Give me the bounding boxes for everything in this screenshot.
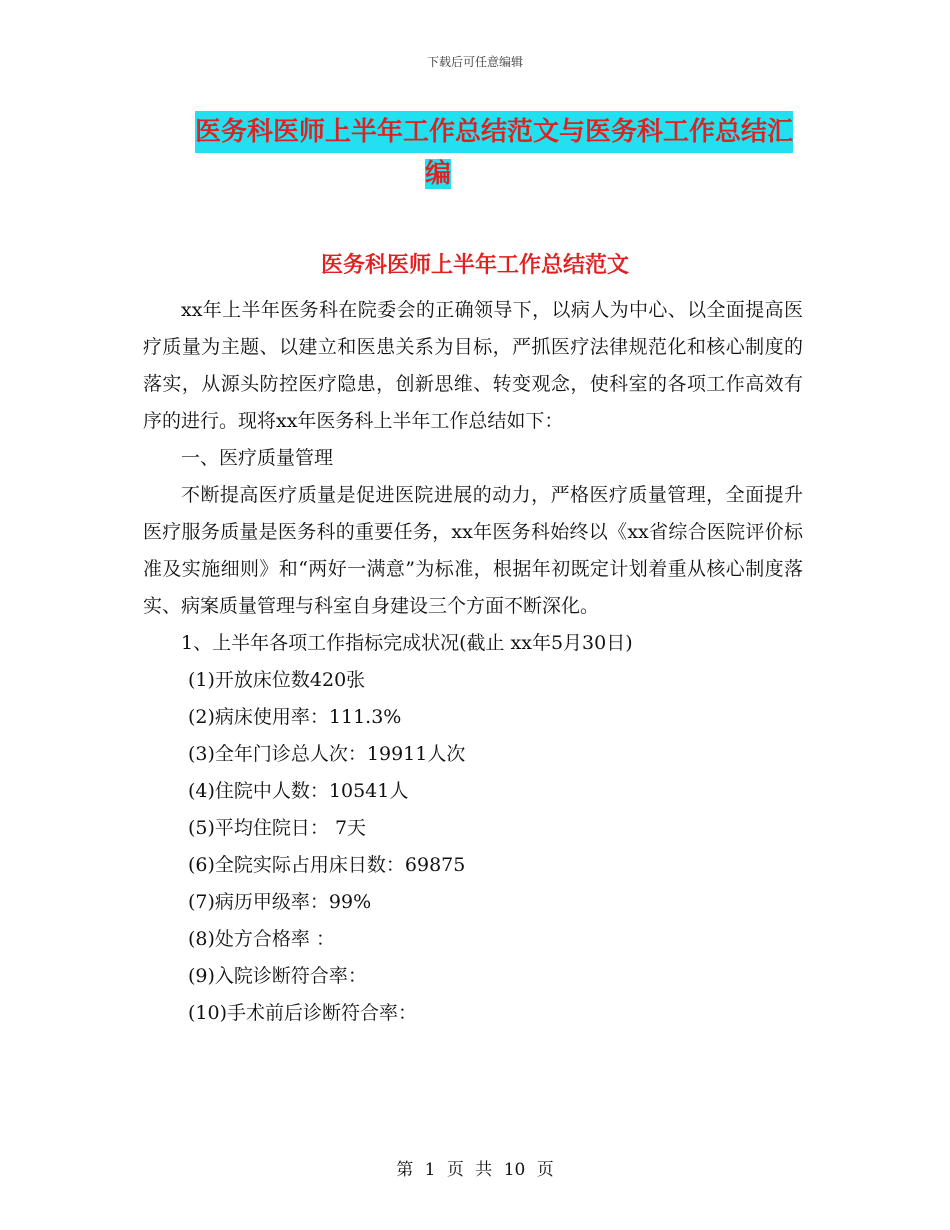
list-item: (8)处方合格率 ：: [188, 928, 335, 950]
list-item: (1)开放床位数420张: [188, 669, 366, 691]
document-body: [143, 292, 803, 1032]
document-title-line2: 编: [424, 159, 451, 189]
document-title-line1: 医务科医师上半年工作总结范文与医务科工作总结汇: [195, 111, 793, 153]
heading-medical-quality: 一、医疗质量管理: [181, 447, 334, 469]
list-item: (3)全年门诊总人次：19911人次: [188, 743, 466, 765]
list-item: (6)全院实际占用床日数：69875: [188, 854, 466, 876]
subheading-indicators: 1、上半年各项工作指标完成状况(截止 xx年5月30日): [181, 632, 633, 654]
section-title: 医务科医师上半年工作总结范文: [320, 253, 629, 278]
list-item: (2)病床使用率：111.3%: [188, 706, 402, 728]
list-item: (4)住院中人数：10541人: [188, 780, 409, 802]
intro-paragraph: xx年上半年医务科在院委会的正确领导下，以病人为中心、以全面提高医疗质量为主题、以建立和医患关系为目标，严抓医疗法律规范化和核心制度的落实，从源头防控医疗隐患，创新思维、转变观念，使科室的各项工作高效有序的进行。现将xx年医务科上半年工作总结如下：: [143, 299, 803, 432]
list-item: (5)平均住院日： 7天: [188, 817, 367, 839]
list-item: (7)病历甲级率：99%: [188, 891, 372, 913]
list-item: (9)入院诊断符合率：: [188, 965, 367, 987]
page-footer: 第 1 页 共 10 页: [396, 1160, 554, 1180]
header-note: 下载后可任意编辑: [426, 55, 523, 69]
list-item: (10)手术前后诊断符合率：: [188, 1002, 418, 1024]
document-title: [195, 111, 805, 195]
quality-paragraph: 不断提高医疗质量是促进医院进展的动力，严格医疗质量管理，全面提升医疗服务质量是医务科的重要任务，xx年医务科始终以《xx省综合医院评价标准及实施细则》和“两好一满意”为标准，根据年初既定计划着重从核心制度落实、病案质量管理与科室自身建设三个方面不断深化。: [143, 484, 803, 617]
